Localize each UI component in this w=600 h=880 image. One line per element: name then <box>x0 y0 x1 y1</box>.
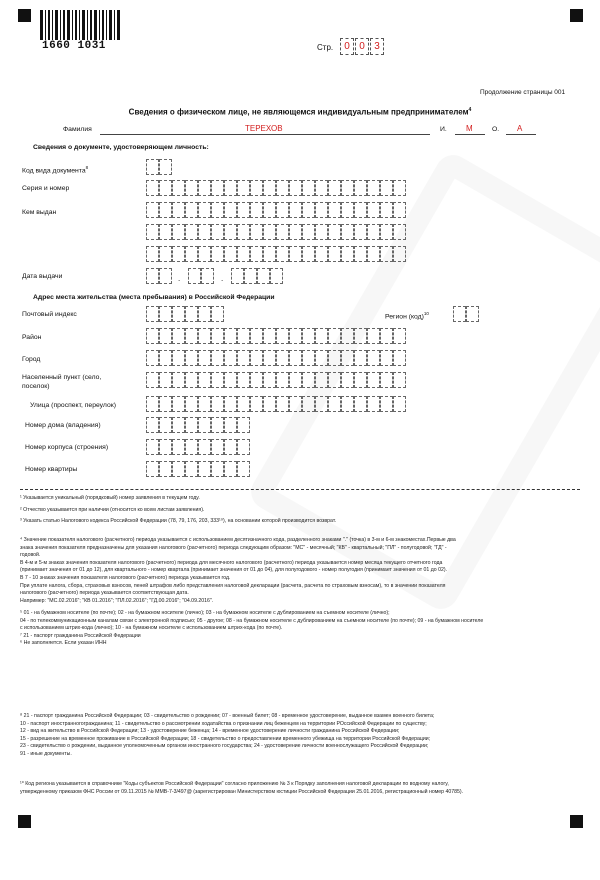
input-cell[interactable] <box>367 328 380 344</box>
doc-note-line: 91 - иные документы. <box>20 750 72 757</box>
input-cell[interactable] <box>224 224 237 240</box>
input-cell[interactable] <box>237 246 250 262</box>
barcode-number: 1660 1031 <box>42 40 106 52</box>
page-digit-1[interactable]: 0 <box>340 38 354 55</box>
input-cell[interactable] <box>328 224 341 240</box>
input-cell[interactable] <box>315 396 328 412</box>
series-number-cells[interactable] <box>146 180 406 196</box>
input-cell[interactable] <box>250 328 263 344</box>
input-cell[interactable] <box>224 372 237 388</box>
input-cell[interactable] <box>172 202 185 218</box>
input-cell[interactable] <box>354 180 367 196</box>
initial-o-label: О. <box>492 126 500 133</box>
input-cell[interactable] <box>393 202 406 218</box>
input-cell[interactable] <box>146 224 159 240</box>
input-cell[interactable] <box>276 372 289 388</box>
input-cell[interactable] <box>198 246 211 262</box>
input-cell[interactable] <box>354 350 367 366</box>
input-cell[interactable] <box>263 246 276 262</box>
input-cell[interactable] <box>263 224 276 240</box>
input-cell[interactable] <box>354 396 367 412</box>
input-cell[interactable] <box>393 350 406 366</box>
date-dot-2: . <box>221 274 224 283</box>
period-note-line: (принимает значения от 01 до 12), для квартального - номер квартала (принимает значения от 01 до 04), для полугодового - номер полугодия (принимает значения от 01 до 02). <box>20 567 448 574</box>
issue-day-cells[interactable] <box>146 268 172 284</box>
issue-year-cells[interactable] <box>231 268 283 284</box>
input-cell[interactable] <box>263 396 276 412</box>
input-cell[interactable] <box>263 350 276 366</box>
input-cell[interactable] <box>250 202 263 218</box>
doc-note-line: 23 - свидетельство о рождении, выданное уполномоченным органом иностранного государства; 24 - удостоверение личности военнослужащего Российской Федерации; <box>20 743 429 750</box>
surname-label: Фамилия <box>63 126 92 133</box>
input-cell[interactable] <box>276 224 289 240</box>
input-cell[interactable] <box>341 328 354 344</box>
district-label: Район <box>22 334 42 341</box>
input-cell[interactable] <box>198 396 211 412</box>
house-number-cells[interactable] <box>146 417 250 433</box>
input-cell[interactable] <box>367 350 380 366</box>
street-cells[interactable] <box>146 396 406 412</box>
input-cell[interactable] <box>172 372 185 388</box>
input-cell[interactable] <box>380 396 393 412</box>
input-cell[interactable] <box>380 372 393 388</box>
input-cell[interactable] <box>354 202 367 218</box>
input-cell[interactable] <box>146 202 159 218</box>
input-cell[interactable] <box>224 328 237 344</box>
input-cell[interactable] <box>302 372 315 388</box>
input-cell[interactable] <box>302 396 315 412</box>
input-cell[interactable] <box>302 224 315 240</box>
region-note-line: ¹⁰ Код региона указывается в справочнике "Коды субъектов Российской Федерации" согласно приложению № 3 к Порядку заполнения налоговой декларации по водному налогу, <box>20 781 449 787</box>
input-cell[interactable] <box>198 224 211 240</box>
media-note-line: ⁵ 01 - на бумажном носителе (по почте); 02 - на бумажном носителе (лично); 03 - на бумажном носителе с дублированием на съемном носителе (лично); <box>20 610 390 616</box>
series-number-label: Серия и номер <box>22 185 70 192</box>
input-cell[interactable] <box>211 372 224 388</box>
input-cell[interactable] <box>315 224 328 240</box>
input-cell[interactable] <box>289 224 302 240</box>
input-cell[interactable] <box>276 202 289 218</box>
input-cell[interactable] <box>289 202 302 218</box>
period-note-line: знака значения показателя предназначены для указания налогового (расчетного) периода следующим образом: "МС" - месячный; "КВ" - квартальный; "ПЛ" - полугодовой; "ГД" - <box>20 544 447 551</box>
input-cell[interactable] <box>146 328 159 344</box>
apartment-number-cells[interactable] <box>146 461 250 477</box>
issued-by-cells-2[interactable] <box>146 224 406 240</box>
input-cell[interactable] <box>380 224 393 240</box>
region-code-label: Регион (код)$^{10}$ <box>385 311 429 321</box>
input-cell[interactable] <box>198 202 211 218</box>
input-cell[interactable] <box>302 180 315 196</box>
initial-i-label: И. <box>440 126 447 133</box>
input-cell[interactable] <box>250 372 263 388</box>
issue-month-cells[interactable] <box>188 268 214 284</box>
initial-o-field[interactable] <box>506 134 536 135</box>
input-cell[interactable] <box>211 202 224 218</box>
initial-o-value: А <box>517 124 523 133</box>
period-note-line: налогового (расчетного) периода указывается соответствующая дата. <box>20 590 189 597</box>
footnote-3: ³ Указать статью Налогового кодекса Российской Федерации (78, 79, 176, 203, 333¹⁹), на основании которой производится возврат. <box>20 518 337 525</box>
house-number-label: Номер дома (владения) <box>25 422 101 429</box>
input-cell[interactable] <box>211 180 224 196</box>
apartment-number-label: Номер квартиры <box>25 466 78 473</box>
footnotes-documents <box>20 713 575 759</box>
input-cell[interactable] <box>341 224 354 240</box>
input-cell[interactable] <box>302 328 315 344</box>
input-cell[interactable] <box>393 328 406 344</box>
input-cell[interactable] <box>328 372 341 388</box>
input-cell[interactable] <box>354 328 367 344</box>
input-cell[interactable] <box>367 224 380 240</box>
input-cell[interactable] <box>263 372 276 388</box>
period-note-line: В 7 - 10 знаках значения показателя налогового (расчетного) периода указывается год. <box>20 574 231 581</box>
input-cell[interactable] <box>276 180 289 196</box>
input-cell[interactable] <box>289 350 302 366</box>
footnote-1: ¹ Указывается уникальный (порядковый) номер заявления в текущем году. <box>20 495 200 501</box>
input-cell[interactable] <box>172 246 185 262</box>
input-cell[interactable] <box>289 246 302 262</box>
input-cell[interactable] <box>289 180 302 196</box>
input-cell[interactable] <box>315 328 328 344</box>
input-cell[interactable] <box>354 224 367 240</box>
city-label: Город <box>22 356 41 363</box>
input-cell[interactable] <box>172 328 185 344</box>
media-note-line: ⁷ 21 - паспорт гражданина Российской Федерации <box>20 632 141 639</box>
input-cell[interactable] <box>185 328 198 344</box>
issued-by-label: Кем выдан <box>22 209 57 216</box>
input-cell[interactable] <box>211 396 224 412</box>
input-cell[interactable] <box>211 328 224 344</box>
input-cell[interactable] <box>302 246 315 262</box>
locality-label-line-1: Населенный пункт (село, <box>22 374 102 381</box>
issued-by-cells-3[interactable] <box>146 246 406 262</box>
input-cell[interactable] <box>146 350 159 366</box>
doc-code-label: Код вида документа$^8$ <box>22 165 89 175</box>
input-cell[interactable] <box>185 180 198 196</box>
input-cell[interactable] <box>328 350 341 366</box>
input-cell[interactable] <box>367 246 380 262</box>
input-cell[interactable] <box>159 224 172 240</box>
doc-note-line: ⁸ 21 - паспорт гражданина Российской Федерации; 03 - свидетельство о рождении; 07 - военный билет; 08 - временное удостоверение, выданное взамен военного билета; <box>20 713 435 719</box>
input-cell[interactable] <box>328 396 341 412</box>
input-cell[interactable] <box>159 396 172 412</box>
doc-note-line: 15 - разрешение на временное проживание в Российской Федерации; 18 - свидетельство о предоставлении временного убежища на территории Российской Федерации; <box>20 735 431 742</box>
footnotes-separator <box>20 489 580 490</box>
input-cell[interactable] <box>159 350 172 366</box>
input-cell[interactable] <box>341 246 354 262</box>
input-cell[interactable] <box>185 350 198 366</box>
input-cell[interactable] <box>237 350 250 366</box>
input-cell[interactable] <box>367 202 380 218</box>
initial-i-field[interactable] <box>455 134 485 135</box>
document-section-header: Сведения о документе, удостоверяющем личность: <box>33 144 209 151</box>
address-section-header: Адрес места жительства (места пребывания) в Российской Федерации <box>33 294 275 301</box>
input-cell[interactable] <box>315 180 328 196</box>
media-note-line: с использованием штрих-кода (лично); 10 - на бумажном носителе с использованием штрих-кода (по почте). <box>20 625 283 632</box>
input-cell[interactable] <box>224 180 237 196</box>
input-cell[interactable] <box>367 180 380 196</box>
input-cell[interactable] <box>159 328 172 344</box>
locality-label-line-2: поселок) <box>22 383 50 390</box>
footnotes-media <box>20 610 575 648</box>
footnotes-top <box>20 495 575 526</box>
input-cell[interactable] <box>393 180 406 196</box>
input-cell[interactable] <box>237 396 250 412</box>
input-cell[interactable] <box>315 202 328 218</box>
input-cell[interactable] <box>185 372 198 388</box>
input-cell[interactable] <box>341 180 354 196</box>
building-number-cells[interactable] <box>146 439 250 455</box>
page-digit-3[interactable]: 3 <box>370 38 384 55</box>
input-cell[interactable] <box>172 350 185 366</box>
footnote-2: ² Отчество указывается при наличии (относится ко всем листам заявления). <box>20 506 205 513</box>
input-cell[interactable] <box>250 246 263 262</box>
input-cell[interactable] <box>146 246 159 262</box>
building-number-label: Номер корпуса (строения) <box>25 444 109 451</box>
input-cell[interactable] <box>237 180 250 196</box>
page-digit-2[interactable]: 0 <box>355 38 369 55</box>
input-cell[interactable] <box>159 202 172 218</box>
input-cell[interactable] <box>263 180 276 196</box>
period-note-line: годовой. <box>20 552 41 559</box>
input-cell[interactable] <box>263 202 276 218</box>
input-cell[interactable] <box>146 396 159 412</box>
input-cell[interactable] <box>146 180 159 196</box>
input-cell[interactable] <box>237 372 250 388</box>
input-cell[interactable] <box>380 328 393 344</box>
input-cell[interactable] <box>172 224 185 240</box>
footnotes-period <box>20 537 575 605</box>
doc-note-line: 12 - вид на жительство в Российской Федерации; 13 - удостоверение беженца; 14 - временное удостоверение личности гражданина Российской Федерации; <box>20 728 400 735</box>
input-cell[interactable] <box>237 202 250 218</box>
input-cell[interactable] <box>289 372 302 388</box>
city-cells[interactable] <box>146 350 406 366</box>
input-cell[interactable] <box>276 350 289 366</box>
input-cell[interactable] <box>367 372 380 388</box>
input-cell[interactable] <box>198 350 211 366</box>
input-cell[interactable] <box>328 328 341 344</box>
surname-value: ТЕРЕХОВ <box>245 124 283 133</box>
date-dot-1: . <box>178 274 181 283</box>
period-note-line: При уплате налога, сбора, страховых взносов, пеней штрафов либо представления налоговой декларации (расчета, расчета по страховым взносам), то в значении показателя <box>20 582 446 589</box>
input-cell[interactable] <box>380 350 393 366</box>
input-cell[interactable] <box>302 202 315 218</box>
corner-marker-top-left <box>18 9 31 22</box>
input-cell[interactable] <box>224 202 237 218</box>
input-cell[interactable] <box>211 224 224 240</box>
input-cell[interactable] <box>263 328 276 344</box>
input-cell[interactable] <box>172 180 185 196</box>
corner-marker-bottom-left <box>18 815 31 828</box>
input-cell[interactable] <box>276 246 289 262</box>
input-cell[interactable] <box>237 328 250 344</box>
initial-i-value: М <box>466 124 473 133</box>
input-cell[interactable] <box>341 372 354 388</box>
doc-code-cells[interactable] <box>146 159 172 175</box>
input-cell[interactable] <box>380 246 393 262</box>
input-cell[interactable] <box>302 350 315 366</box>
street-label: Улица (проспект, переулок) <box>30 402 116 409</box>
input-cell[interactable] <box>211 350 224 366</box>
input-cell[interactable] <box>159 246 172 262</box>
input-cell[interactable] <box>289 396 302 412</box>
media-note-line: 04 - по телекоммуникационным каналам связи с электронной подписью; 05 - другое; 08 - на бумажном носителе с дублированием на съемном носителе (по почте); 09 - на бумажном носителе <box>20 617 484 624</box>
input-cell[interactable] <box>341 202 354 218</box>
input-cell[interactable] <box>224 350 237 366</box>
input-cell[interactable] <box>328 180 341 196</box>
input-cell[interactable] <box>289 328 302 344</box>
input-cell[interactable] <box>354 246 367 262</box>
input-cell[interactable] <box>250 396 263 412</box>
region-note-line: утвержденному приказом ФНС России от 09.11.2015 № ММВ-7-3/497@ (зарегистрирован Министерством юстиции Российской Федерации 25.01.2016, регистрационный номер 40785). <box>20 788 464 795</box>
period-note-line: ⁴ Значение показателя налогового (расчетного) периода указывается с использованием десятизначного кода, разделенного знаками "." (точка) в 3-м и 6-м знакоместах.Первые два <box>20 537 456 543</box>
input-cell[interactable] <box>328 246 341 262</box>
input-cell[interactable] <box>185 202 198 218</box>
input-cell[interactable] <box>146 372 159 388</box>
input-cell[interactable] <box>237 224 250 240</box>
input-cell[interactable] <box>185 396 198 412</box>
input-cell[interactable] <box>393 396 406 412</box>
input-cell[interactable] <box>224 396 237 412</box>
input-cell[interactable] <box>198 180 211 196</box>
input-cell[interactable] <box>393 246 406 262</box>
media-note-line: ⁶ Не заполняется. Если указан ИНН <box>20 640 107 647</box>
period-note-line: В 4-м и 5-м знаках значения показателя налогового (расчетного) периода для месячного налогового (расчетного) периода указывается номер месяца текущего отчетного года <box>20 559 443 566</box>
corner-marker-top-right <box>570 9 583 22</box>
input-cell[interactable] <box>315 350 328 366</box>
input-cell[interactable] <box>276 328 289 344</box>
surname-field[interactable] <box>100 134 430 135</box>
footnotes-region <box>20 781 575 796</box>
input-cell[interactable] <box>380 202 393 218</box>
page-title: Сведения о физическом лице, не являющемся индивидуальным предпринимателем$^4$ <box>128 107 472 117</box>
input-cell[interactable] <box>250 350 263 366</box>
input-cell[interactable] <box>185 224 198 240</box>
input-cell[interactable] <box>341 350 354 366</box>
input-cell[interactable] <box>224 246 237 262</box>
input-cell[interactable] <box>380 180 393 196</box>
input-cell[interactable] <box>250 180 263 196</box>
input-cell[interactable] <box>250 224 263 240</box>
issued-by-cells-1[interactable] <box>146 202 406 218</box>
doc-note-line: 10 - паспорт иностранногогражданина; 11 - свидетельство о рассмотрении ходатайства о признании лиц беженцем на территории РОссийской Федерации по существу; <box>20 720 427 727</box>
page-label: Стр. <box>317 43 334 52</box>
input-cell[interactable] <box>211 246 224 262</box>
continuation-note: Продолжение страницы 001 <box>480 89 566 96</box>
input-cell[interactable] <box>354 372 367 388</box>
region-code-cells[interactable] <box>453 306 479 322</box>
postal-code-cells[interactable] <box>146 306 224 322</box>
input-cell[interactable] <box>393 372 406 388</box>
district-cells[interactable] <box>146 328 406 344</box>
input-cell[interactable] <box>185 246 198 262</box>
input-cell[interactable] <box>159 372 172 388</box>
input-cell[interactable] <box>159 180 172 196</box>
locality-cells[interactable] <box>146 372 406 388</box>
input-cell[interactable] <box>315 246 328 262</box>
input-cell[interactable] <box>315 372 328 388</box>
input-cell[interactable] <box>367 396 380 412</box>
input-cell[interactable] <box>341 396 354 412</box>
input-cell[interactable] <box>198 372 211 388</box>
input-cell[interactable] <box>198 328 211 344</box>
input-cell[interactable] <box>276 396 289 412</box>
issue-date-label: Дата выдачи <box>22 273 63 280</box>
input-cell[interactable] <box>393 224 406 240</box>
corner-marker-bottom-right <box>570 815 583 828</box>
postal-code-label: Почтовый индекс <box>22 311 77 318</box>
input-cell[interactable] <box>172 396 185 412</box>
period-note-line: Например: "МС.02.2016"; "КВ 01.2016"; "ПЛ.02.2016"; "ГД.00.2016"; "04.09.2016". <box>20 597 214 604</box>
input-cell[interactable] <box>328 202 341 218</box>
